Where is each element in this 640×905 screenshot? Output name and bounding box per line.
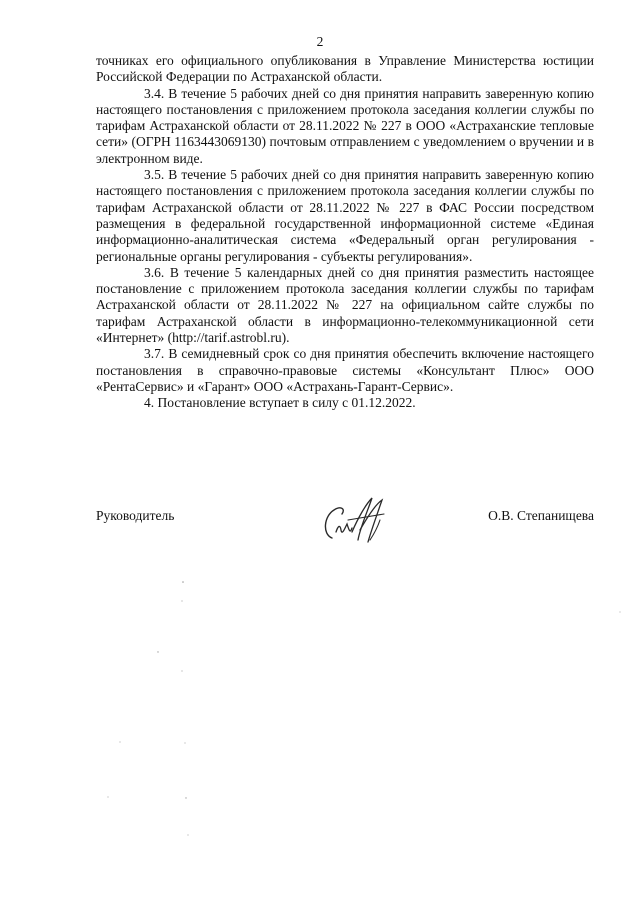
paragraph-continuation: точниках его официального опубликования в Управление Министерства юстиции Российской Федерации по Астраханской области.: [96, 53, 594, 85]
signature-block: [96, 508, 594, 548]
paragraph-4: 4. Постановление вступает в силу с 01.12.2022.: [144, 395, 416, 411]
paragraph-3-7: 3.7. В семидневный срок со дня принятия обеспечить включение настоящего постановления в справочно-правовые системы «Консультант Плюс» ООО «РентаСервис» и «Гарант» ООО «Астрахань-Гарант-Сервис».: [96, 346, 594, 394]
signatory-title: Руководитель: [96, 508, 175, 523]
paragraph-3-4: 3.4. В течение 5 рабочих дней со дня принятия направить заверенную копию настоящего постановления с приложением протокола заседания коллегии службы по тарифам Астраханской области от 28.11.2022 № 227 в ООО «Астраханские тепловые сети» (ОГРН 1163443069130) почтовым отправлением с уведомлением о вручении и в электронном виде.: [96, 85, 594, 166]
page-number: 2: [316, 34, 324, 49]
paragraph-3-6: 3.6. В течение 5 календарных дней со дня принятия разместить настоящее постановление с приложением протокола заседания коллегии службы по тарифам Астраханской области от 28.11.2022 № 227 на официальном сайте службы по тарифам Астраханской области в информационно-телекоммуникационной сети «Интернет» (http://tarif.astrobl.ru).: [96, 264, 594, 346]
document-body: [96, 53, 594, 412]
signatory-name: О.В. Степанищева: [488, 508, 594, 523]
paragraph-3-5: 3.5. В течение 5 рабочих дней со дня принятия направить заверенную копию настоящего постановления с приложением протокола заседания коллегии службы по тарифам Астраханской области от 28.11.2022 № 227 в ФАС России посредством размещения в федеральной государственной информационной системе «Единая информационно-аналитическая система «Федеральный орган регулирования - региональные органы регулирования - субъекты регулирования».: [96, 167, 594, 264]
handwritten-signature-icon: [314, 494, 398, 550]
